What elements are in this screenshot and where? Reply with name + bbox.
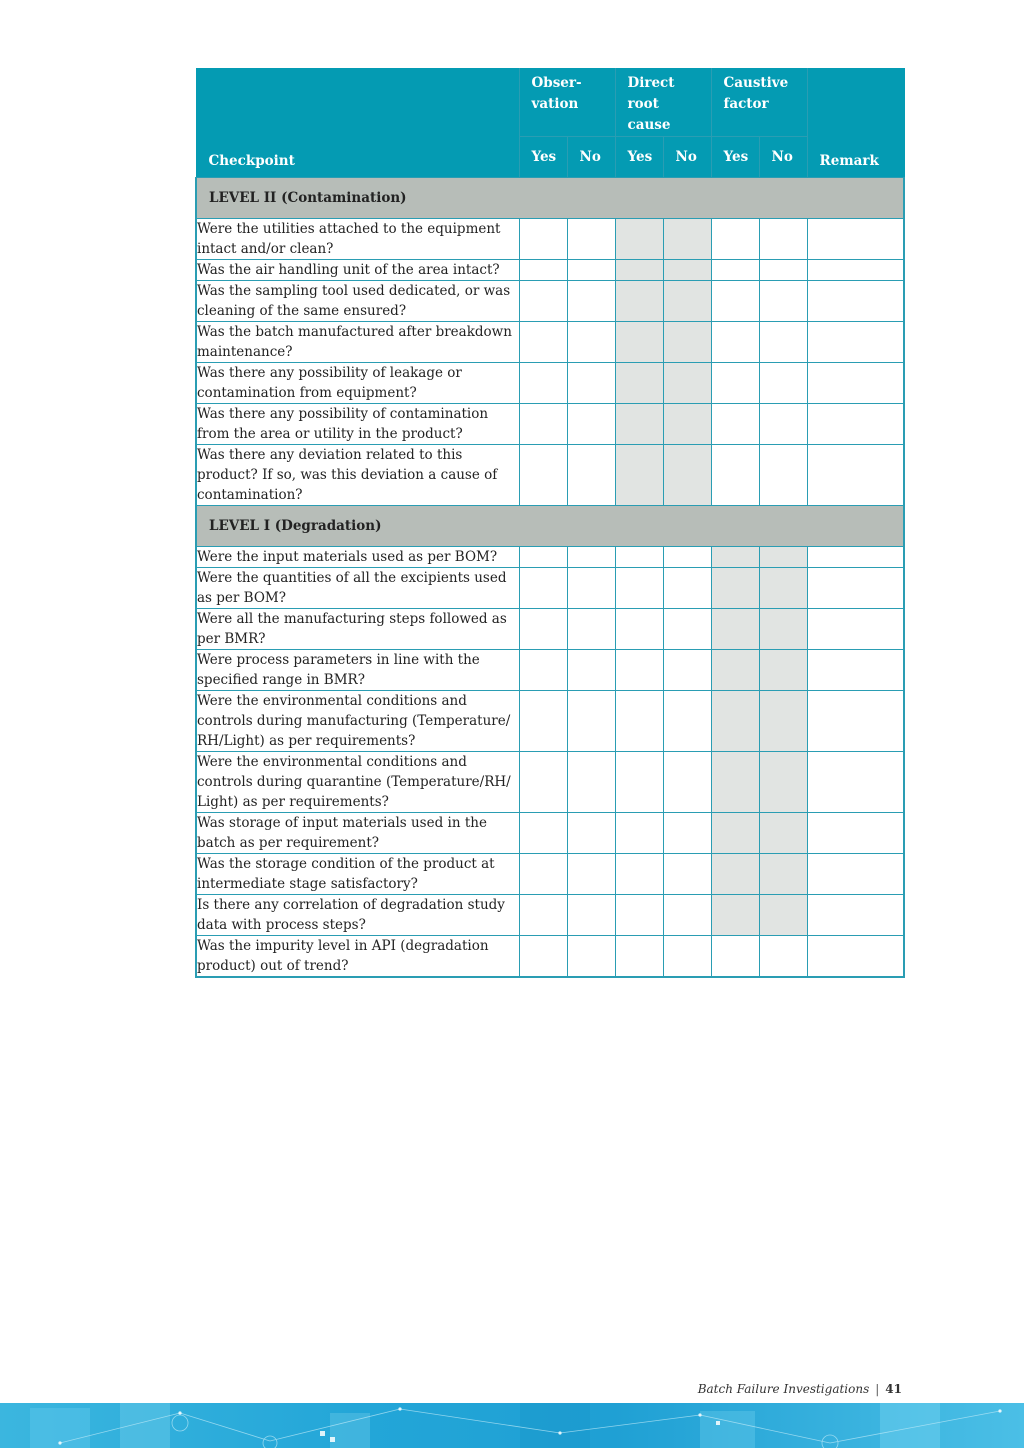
checkpoint-question: Was the sampling tool used dedicated, or was cleaning of the same ensured? — [196, 281, 519, 322]
remark-cell[interactable] — [807, 445, 904, 506]
answer-cell-observation-no[interactable] — [567, 281, 615, 322]
remark-cell[interactable] — [807, 322, 904, 363]
answer-cell-causative-no[interactable] — [759, 363, 807, 404]
header-observation-no: No — [567, 137, 615, 178]
answer-cell-direct-no[interactable] — [663, 547, 711, 568]
answer-cell-causative-no[interactable] — [759, 691, 807, 752]
answer-cell-causative-no[interactable] — [759, 813, 807, 854]
remark-cell[interactable] — [807, 219, 904, 260]
answer-cell-observation-no[interactable] — [567, 547, 615, 568]
answer-cell-causative-yes[interactable] — [711, 854, 759, 895]
answer-cell-direct-yes[interactable] — [615, 568, 663, 609]
answer-cell-causative-yes[interactable] — [711, 363, 759, 404]
answer-cell-observation-yes[interactable] — [519, 895, 567, 936]
header-causative-factor — [711, 69, 807, 137]
header-causative-factor-label: Caustive factor — [723, 75, 789, 112]
answer-cell-direct-yes[interactable] — [615, 219, 663, 260]
answer-cell-direct-yes[interactable] — [615, 691, 663, 752]
answer-cell-causative-no[interactable] — [759, 752, 807, 813]
remark-cell[interactable] — [807, 547, 904, 568]
table-row — [196, 650, 904, 691]
remark-cell[interactable] — [807, 895, 904, 936]
answer-cell-direct-no[interactable] — [663, 854, 711, 895]
answer-cell-direct-yes[interactable] — [615, 322, 663, 363]
answer-cell-observation-yes[interactable] — [519, 813, 567, 854]
answer-cell-direct-yes[interactable] — [615, 813, 663, 854]
header-remark: Remark — [807, 69, 904, 178]
remark-cell[interactable] — [807, 936, 904, 978]
answer-cell-direct-no[interactable] — [663, 322, 711, 363]
section-row — [196, 506, 904, 547]
checkpoint-question: Were the input materials used as per BOM? — [196, 547, 519, 568]
answer-cell-causative-no[interactable] — [759, 445, 807, 506]
answer-cell-observation-no[interactable] — [567, 854, 615, 895]
answer-cell-observation-no[interactable] — [567, 752, 615, 813]
page-footer — [698, 1382, 902, 1396]
header-direct-no: No — [663, 137, 711, 178]
answer-cell-observation-no[interactable] — [567, 260, 615, 281]
answer-cell-causative-yes[interactable] — [711, 281, 759, 322]
answer-cell-observation-no[interactable] — [567, 609, 615, 650]
answer-cell-causative-yes[interactable] — [711, 547, 759, 568]
answer-cell-causative-yes[interactable] — [711, 650, 759, 691]
table-row — [196, 363, 904, 404]
answer-cell-causative-no[interactable] — [759, 547, 807, 568]
answer-cell-direct-yes[interactable] — [615, 936, 663, 978]
answer-cell-direct-yes[interactable] — [615, 895, 663, 936]
header-observation — [519, 69, 615, 137]
header-checkpoint: Checkpoint — [196, 69, 519, 178]
remark-cell[interactable] — [807, 691, 904, 752]
answer-cell-observation-no[interactable] — [567, 568, 615, 609]
answer-cell-direct-no[interactable] — [663, 691, 711, 752]
table-row — [196, 404, 904, 445]
answer-cell-direct-no[interactable] — [663, 219, 711, 260]
remark-cell[interactable] — [807, 363, 904, 404]
answer-cell-direct-yes[interactable] — [615, 650, 663, 691]
answer-cell-causative-yes[interactable] — [711, 219, 759, 260]
answer-cell-observation-no[interactable] — [567, 445, 615, 506]
answer-cell-observation-no[interactable] — [567, 363, 615, 404]
checkpoint-question: Was the air handling unit of the area intact? — [196, 260, 519, 281]
footer-banner — [0, 1403, 1024, 1448]
remark-cell[interactable] — [807, 281, 904, 322]
section-title: LEVEL I (Degradation) — [196, 506, 904, 547]
remark-cell[interactable] — [807, 260, 904, 281]
header-causative-yes: Yes — [711, 137, 759, 178]
answer-cell-direct-no[interactable] — [663, 568, 711, 609]
checkpoint-question: Were the environmental conditions and controls during manufacturing (Temperature/ RH/Light) as per requirements? — [196, 691, 519, 752]
checkpoint-question: Was the storage condition of the product at intermediate stage satisfactory? — [196, 854, 519, 895]
section-row — [196, 178, 904, 219]
answer-cell-observation-yes[interactable] — [519, 936, 567, 978]
answer-cell-causative-no[interactable] — [759, 609, 807, 650]
page-number: 41 — [885, 1382, 902, 1396]
answer-cell-observation-yes[interactable] — [519, 854, 567, 895]
table-row — [196, 219, 904, 260]
remark-cell[interactable] — [807, 568, 904, 609]
answer-cell-observation-no[interactable] — [567, 650, 615, 691]
answer-cell-direct-yes[interactable] — [615, 547, 663, 568]
table-body — [196, 178, 904, 978]
answer-cell-observation-no[interactable] — [567, 936, 615, 978]
answer-cell-causative-yes[interactable] — [711, 322, 759, 363]
checkpoint-question: Was the impurity level in API (degradation product) out of trend? — [196, 936, 519, 978]
answer-cell-observation-yes[interactable] — [519, 219, 567, 260]
header-causative-no: No — [759, 137, 807, 178]
answer-cell-causative-no[interactable] — [759, 854, 807, 895]
answer-cell-direct-no[interactable] — [663, 752, 711, 813]
remark-cell[interactable] — [807, 813, 904, 854]
checkpoint-question: Was the batch manufactured after breakdown maintenance? — [196, 322, 519, 363]
answer-cell-observation-no[interactable] — [567, 691, 615, 752]
answer-cell-direct-yes[interactable] — [615, 404, 663, 445]
answer-cell-observation-no[interactable] — [567, 895, 615, 936]
answer-cell-causative-no[interactable] — [759, 260, 807, 281]
answer-cell-direct-no[interactable] — [663, 609, 711, 650]
answer-cell-causative-yes[interactable] — [711, 895, 759, 936]
header-observation-label: Obser- vation — [531, 75, 582, 112]
answer-cell-direct-no[interactable] — [663, 445, 711, 506]
answer-cell-observation-yes[interactable] — [519, 322, 567, 363]
checklist-table — [195, 68, 905, 978]
answer-cell-direct-no[interactable] — [663, 895, 711, 936]
answer-cell-observation-no[interactable] — [567, 404, 615, 445]
answer-cell-direct-no[interactable] — [663, 281, 711, 322]
answer-cell-observation-yes[interactable] — [519, 650, 567, 691]
answer-cell-direct-yes[interactable] — [615, 260, 663, 281]
checkpoint-question: Was storage of input materials used in the batch as per requirement? — [196, 813, 519, 854]
answer-cell-direct-no[interactable] — [663, 650, 711, 691]
header-observation-yes: Yes — [519, 137, 567, 178]
answer-cell-causative-no[interactable] — [759, 936, 807, 978]
answer-cell-direct-yes[interactable] — [615, 752, 663, 813]
answer-cell-causative-no[interactable] — [759, 895, 807, 936]
answer-cell-causative-no[interactable] — [759, 219, 807, 260]
answer-cell-observation-yes[interactable] — [519, 404, 567, 445]
banner-network-graphic — [0, 1403, 1024, 1448]
remark-cell[interactable] — [807, 854, 904, 895]
checkpoint-question: Were the environmental conditions and controls during quarantine (Temperature/RH/ Light) as per requirements? — [196, 752, 519, 813]
checkpoint-question: Were the quantities of all the excipients used as per BOM? — [196, 568, 519, 609]
answer-cell-direct-no[interactable] — [663, 404, 711, 445]
remark-cell[interactable] — [807, 609, 904, 650]
answer-cell-causative-yes[interactable] — [711, 691, 759, 752]
table-row — [196, 281, 904, 322]
checkpoint-question: Were process parameters in line with the specified range in BMR? — [196, 650, 519, 691]
answer-cell-causative-yes[interactable] — [711, 936, 759, 978]
header-direct-root-cause-label: Direct root cause — [627, 75, 675, 133]
table-row — [196, 445, 904, 506]
answer-cell-observation-yes[interactable] — [519, 445, 567, 506]
table-row — [196, 813, 904, 854]
table-row — [196, 752, 904, 813]
answer-cell-observation-no[interactable] — [567, 322, 615, 363]
header-direct-yes: Yes — [615, 137, 663, 178]
checkpoint-question: Was there any possibility of leakage or contamination from equipment? — [196, 363, 519, 404]
answer-cell-causative-yes[interactable] — [711, 813, 759, 854]
table-row — [196, 568, 904, 609]
answer-cell-causative-yes[interactable] — [711, 752, 759, 813]
answer-cell-direct-yes[interactable] — [615, 445, 663, 506]
table-row — [196, 691, 904, 752]
answer-cell-observation-yes[interactable] — [519, 363, 567, 404]
table-header — [196, 69, 904, 178]
footer-title: Batch Failure Investigations — [697, 1382, 870, 1396]
answer-cell-causative-no[interactable] — [759, 322, 807, 363]
answer-cell-direct-no[interactable] — [663, 813, 711, 854]
answer-cell-observation-yes[interactable] — [519, 609, 567, 650]
header-direct-root-cause — [615, 69, 711, 137]
answer-cell-direct-no[interactable] — [663, 260, 711, 281]
remark-cell[interactable] — [807, 650, 904, 691]
answer-cell-causative-yes[interactable] — [711, 260, 759, 281]
checkpoint-question: Was there any deviation related to this product? If so, was this deviation a cause of contamination? — [196, 445, 519, 506]
answer-cell-causative-yes[interactable] — [711, 404, 759, 445]
checkpoint-question: Is there any correlation of degradation study data with process steps? — [196, 895, 519, 936]
checkpoint-question: Was there any possibility of contamination from the area or utility in the product? — [196, 404, 519, 445]
answer-cell-causative-no[interactable] — [759, 404, 807, 445]
answer-cell-observation-yes[interactable] — [519, 281, 567, 322]
table-row — [196, 322, 904, 363]
table-row — [196, 895, 904, 936]
answer-cell-causative-no[interactable] — [759, 281, 807, 322]
table-row — [196, 547, 904, 568]
checkpoint-question: Were the utilities attached to the equipment intact and/or clean? — [196, 219, 519, 260]
answer-cell-causative-no[interactable] — [759, 650, 807, 691]
footer-separator: | — [875, 1382, 880, 1396]
table-row — [196, 936, 904, 978]
answer-cell-observation-yes[interactable] — [519, 568, 567, 609]
answer-cell-causative-yes[interactable] — [711, 445, 759, 506]
remark-cell[interactable] — [807, 404, 904, 445]
answer-cell-observation-yes[interactable] — [519, 260, 567, 281]
answer-cell-observation-yes[interactable] — [519, 547, 567, 568]
table-row — [196, 609, 904, 650]
checkpoint-question: Were all the manufacturing steps followed as per BMR? — [196, 609, 519, 650]
answer-cell-causative-yes[interactable] — [711, 568, 759, 609]
table-row — [196, 260, 904, 281]
section-title: LEVEL II (Contamination) — [196, 178, 904, 219]
answer-cell-observation-yes[interactable] — [519, 691, 567, 752]
answer-cell-direct-no[interactable] — [663, 936, 711, 978]
answer-cell-observation-no[interactable] — [567, 813, 615, 854]
answer-cell-causative-yes[interactable] — [711, 609, 759, 650]
answer-cell-direct-yes[interactable] — [615, 363, 663, 404]
answer-cell-direct-yes[interactable] — [615, 281, 663, 322]
answer-cell-observation-yes[interactable] — [519, 752, 567, 813]
answer-cell-direct-no[interactable] — [663, 363, 711, 404]
answer-cell-causative-no[interactable] — [759, 568, 807, 609]
answer-cell-direct-yes[interactable] — [615, 854, 663, 895]
answer-cell-observation-no[interactable] — [567, 219, 615, 260]
table-row — [196, 854, 904, 895]
remark-cell[interactable] — [807, 752, 904, 813]
answer-cell-direct-yes[interactable] — [615, 609, 663, 650]
